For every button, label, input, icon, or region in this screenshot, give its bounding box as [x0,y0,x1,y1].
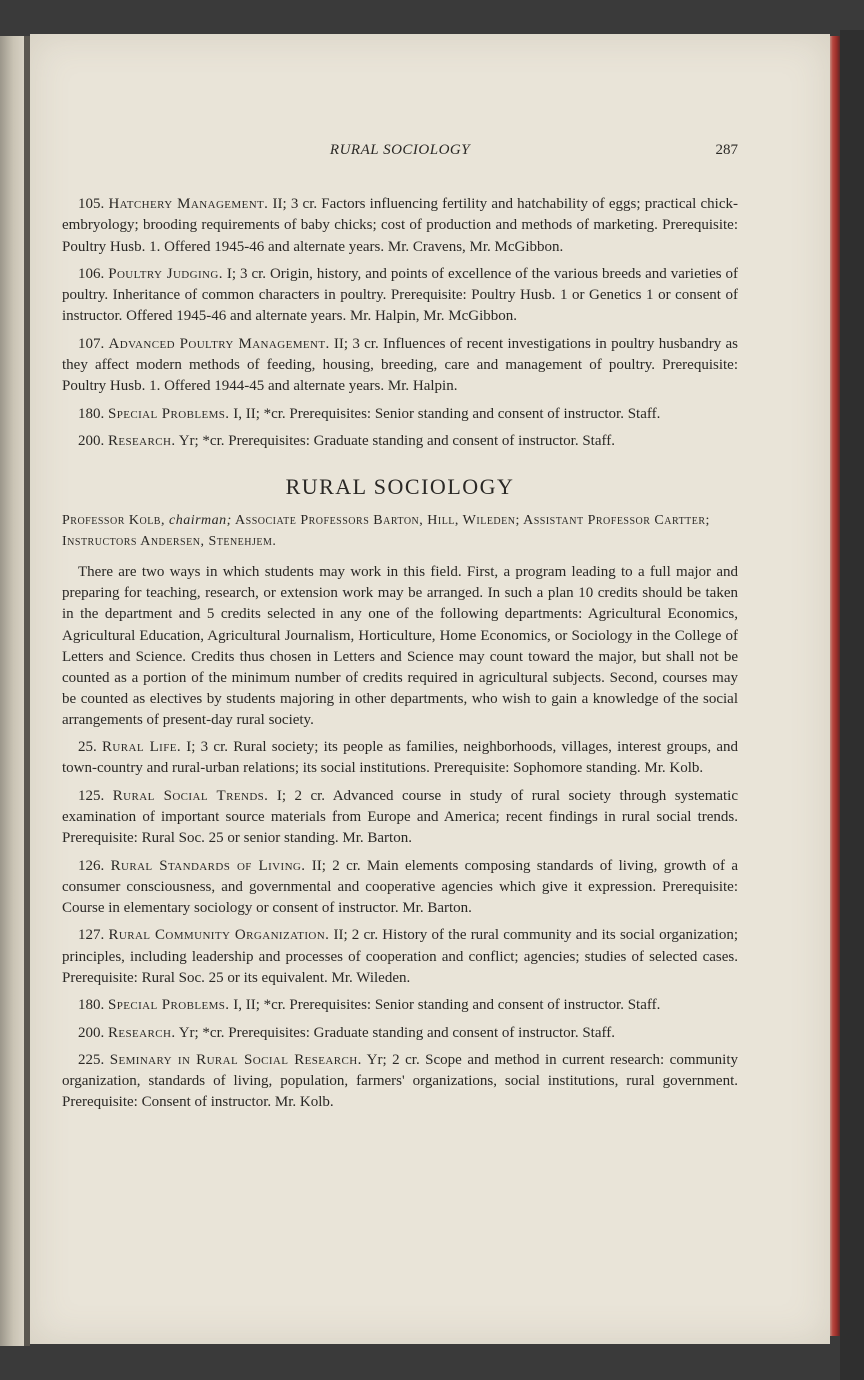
course-description: II; 3 cr. Influences of recent investigations in poultry husbandry as they affect modern methods of feeding, housing, breeding, care and management of poultry. Prerequisite: Poultry Husb. 1. Offered 1944-45 and alternate years. Mr. Halpin. [62,335,738,395]
course-description: II; 2 cr. Main elements composing standards of living, growth of a consumer consciousness, and governmental and cooperative agencies which give it expression. Prerequisite: Course in elementary sociology or consent of instructor. Mr. Barton. [62,857,739,917]
course-entry [62,786,738,850]
course-number: 127. [78,927,105,944]
section-heading: RURAL SOCIOLOGY [285,474,515,500]
course-description: I, II; *cr. Prerequisites: Senior standing and consent of instructor. Staff. [233,997,661,1014]
course-number: 225. [78,1051,105,1068]
course-name: Rural Social Trends. [112,787,269,804]
course-description: Yr; *cr. Prerequisites: Graduate standing and consent of instructor. Staff. [178,1024,615,1041]
course-description: Yr; *cr. Prerequisites: Graduate standing and consent of instructor. Staff. [178,432,615,449]
course-name: Special Problems. [108,405,230,422]
course-name: Poultry Judging. [108,265,223,282]
course-name: Seminary in Rural Social Research. [109,1051,362,1068]
course-description: I, II; *cr. Prerequisites: Senior standing and consent of instructor. Staff. [233,405,661,422]
faculty-lead: Professor Kolb, [62,513,165,529]
course-entry [62,925,738,989]
running-header [62,142,738,164]
course-number: 126. [78,857,105,874]
course-name: Research. [108,432,176,449]
scan-background [840,30,864,1380]
course-entry [62,737,738,780]
course-description: II; 3 cr. Factors influencing fertility and hatchability of eggs; practical chick-embryology; brooding requirements of baby chicks; cost of production and methods of marketing. Prerequisite: Poultry Husb. 1. Offered 1945-46 and alternate years. Mr. Cravens, Mr. McGibbon. [62,196,738,255]
page-number: 287 [715,142,738,158]
poultry-course-list [62,194,738,452]
course-entry [62,995,738,1016]
course-number: 180. [78,997,105,1014]
course-number: 125. [78,787,105,804]
course-description: II; 2 cr. History of the rural community and its social organization; principles, including leadership and processes of cooperation and conflict; agencies; studies of selected cases. Prerequisite: Rural Soc. 25 or its equivalent. Mr. Wileden. [62,927,739,986]
course-entry [62,856,738,920]
course-number: 25. [78,739,97,756]
course-entry [62,1050,738,1114]
course-entry [62,431,738,452]
faculty-members: Associate Professors Barton, Hill, Wileden; Assistant Professor Cartter; Instructors Andersen, Stenehjem. [62,513,710,550]
course-number: 200. [78,432,105,449]
faculty-list [62,510,738,552]
book-page [30,34,830,1344]
course-number: 107. [78,335,105,352]
course-name: Rural Community Organization. [108,927,330,944]
course-entry [62,404,738,425]
course-name: Special Problems. [108,997,230,1014]
facing-page-edge [0,36,24,1346]
faculty-chair-label: chairman; [168,513,232,529]
course-entry [62,1023,738,1044]
course-number: 200. [78,1024,105,1041]
course-description: I; 3 cr. Origin, history, and points of excellence of the various breeds and varieties of poultry. Inheritance of common characters in poultry. Prerequisite: Poultry Husb. 1 or Genetics 1 or consent of instructor. Offered 1945-46 and alternate years. Mr. Halpin, Mr. McGibbon. [62,265,739,325]
course-name: Research. [108,1024,176,1041]
section-intro: There are two ways in which students may work in this field. First, a program leading to a full major and preparing for teaching, research, or extension work may be arranged. In such a plan 10 credits should be taken in the department and 5 credits selected in any one of the following departments: Agricultural Economics, Agricultural Education, Agricultural Journalism, Horticulture, Home Economics, or Sociology in the College of Letters and Science. Credits thus chosen in Letters and Science may count toward the major, but shall not be counted as a portion of the minimum number of credits required in agricultural subjects. Second, courses may be counted as electives by students majoring in other departments, who wish to gain a knowledge of the social arrangements of present-day rural society. [62,564,738,728]
course-name: Advanced Poultry Management. [108,335,330,352]
running-title: RURAL SOCIOLOGY [329,142,471,158]
course-name: Hatchery Management. [108,196,269,212]
course-number: 105. [78,196,105,212]
course-description: Yr; 2 cr. Scope and method in current research: community organization, standards of living, population, farmers' organizations, social institutions, rural government. Prerequisite: Consent of instructor. Mr. Kolb. [62,1051,738,1111]
course-entry [62,334,738,398]
course-entry [62,194,738,258]
course-name: Rural Standards of Living. [110,857,306,874]
page-body [62,194,738,1120]
course-number: 106. [78,265,105,282]
course-entry [62,264,738,328]
course-description: I; 3 cr. Rural society; its people as families, neighborhoods, villages, interest groups, and town-country and rural-urban relations; its social institutions. Prerequisite: Sophomore standing. Mr. Kolb. [62,739,739,777]
sociology-course-list [62,737,738,1114]
course-name: Rural Life. [102,739,182,756]
course-number: 180. [78,405,105,422]
course-description: I; 2 cr. Advanced course in study of rural society through systematic examination of important source materials from Europe and America; recent findings in rural social trends. Prerequisite: Rural Soc. 25 or senior standing. Mr. Barton. [62,787,739,847]
